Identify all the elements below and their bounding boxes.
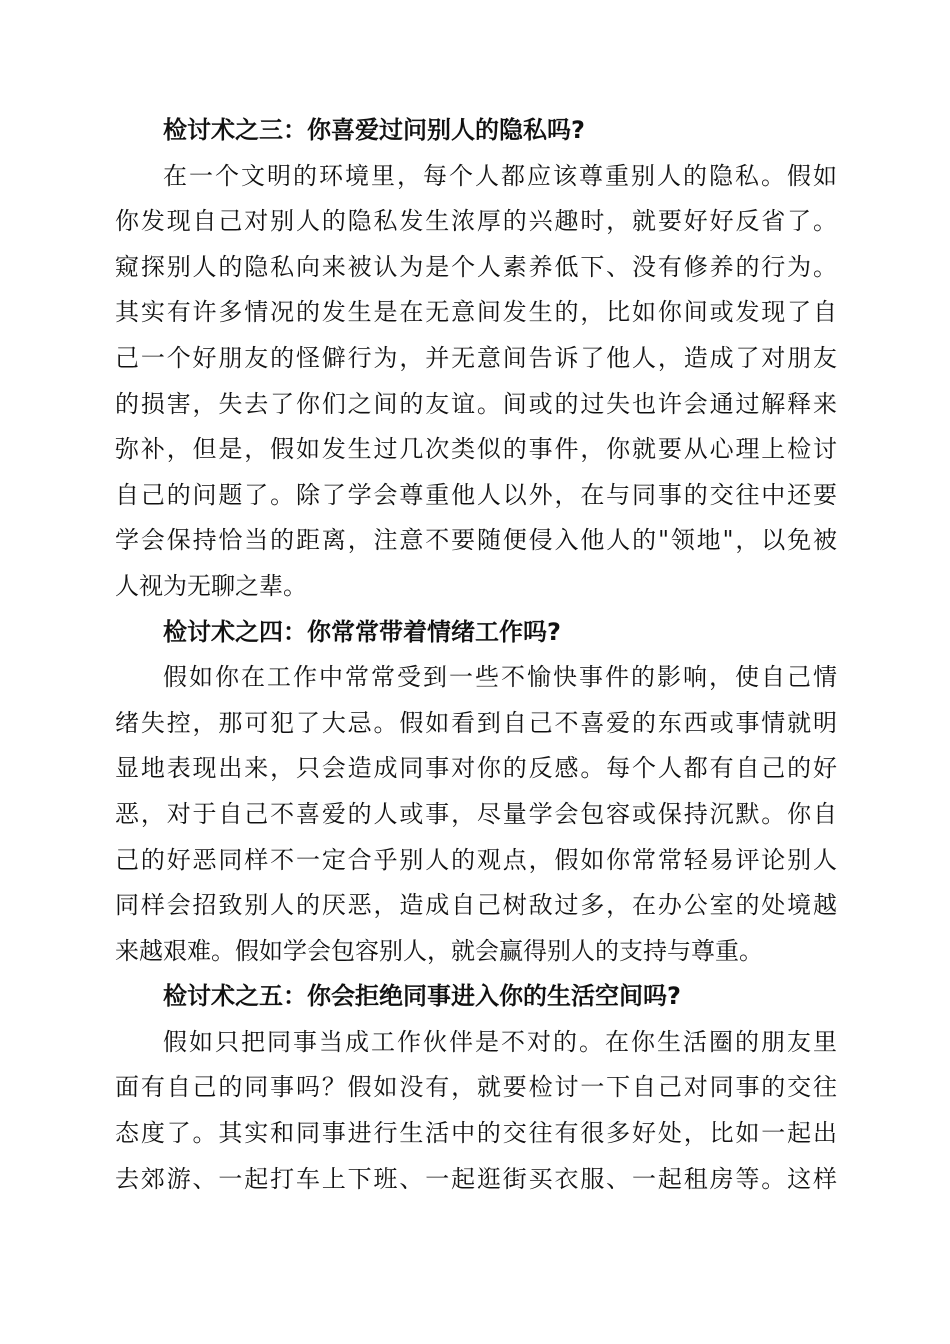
paragraph-line: 其实有许多情况的发生是在无意间发生的，比如你间或发现了自: [115, 298, 837, 327]
paragraph-line: 的损害，失去了你们之间的友谊。间或的过失也许会通过解释来: [115, 389, 837, 418]
document-page: [115, 108, 837, 1202]
paragraph-line: 同样会招致别人的厌恶，造成自己树敌过多，在办公室的处境越: [115, 891, 837, 920]
paragraph-line: 弥补，但是，假如发生过几次类似的事件，你就要从心理上检讨: [115, 435, 837, 464]
section-heading-4: 检讨术之四：你常常带着情绪工作吗?: [163, 617, 561, 646]
paragraph-line: 在一个文明的环境里，每个人都应该尊重别人的隐私。假如: [163, 161, 837, 190]
paragraph-line: 恶，对于自己不喜爱的人或事，尽量学会包容或保持沉默。你自: [115, 799, 837, 828]
paragraph-line: 你发现自己对别人的隐私发生浓厚的兴趣时，就要好好反省了。: [115, 207, 837, 236]
paragraph-line: 假如你在工作中常常受到一些不愉快事件的影响，使自己情: [163, 663, 837, 692]
paragraph-line: 学会保持恰当的距离，注意不要随便侵入他人的"领地"，以免被: [115, 526, 837, 555]
paragraph-line: 来越艰难。假如学会包容别人，就会赢得别人的支持与尊重。: [115, 936, 763, 965]
paragraph-line: 人视为无聊之辈。: [115, 571, 307, 600]
paragraph-line: 态度了。其实和同事进行生活中的交往有很多好处，比如一起出: [115, 1119, 837, 1148]
paragraph-line: 去郊游、一起打车上下班、一起逛街买衣服、一起租房等。这样: [115, 1164, 837, 1193]
paragraph-line: 绪失控，那可犯了大忌。假如看到自己不喜爱的东西或事情就明: [115, 708, 837, 737]
section-heading-5: 检讨术之五：你会拒绝同事进入你的生活空间吗?: [163, 982, 681, 1011]
paragraph-line: 己的好恶同样不一定合乎别人的观点，假如你常常轻易评论别人: [115, 845, 837, 874]
section-heading-3: 检讨术之三：你喜爱过问别人的隐私吗?: [163, 116, 585, 144]
paragraph-line: 自己的问题了。除了学会尊重他人以外，在与同事的交往中还要: [115, 480, 837, 509]
paragraph-line: 面有自己的同事吗？假如没有，就要检讨一下自己对同事的交往: [115, 1073, 837, 1102]
paragraph-line: 窥探别人的隐私向来被认为是个人素养低下、没有修养的行为。: [115, 252, 837, 281]
paragraph-line: 假如只把同事当成工作伙伴是不对的。在你生活圈的朋友里: [163, 1027, 837, 1056]
paragraph-line: 己一个好朋友的怪僻行为，并无意间告诉了他人，造成了对朋友: [115, 343, 837, 372]
paragraph-line: 显地表现出来，只会造成同事对你的反感。每个人都有自己的好: [115, 754, 837, 783]
